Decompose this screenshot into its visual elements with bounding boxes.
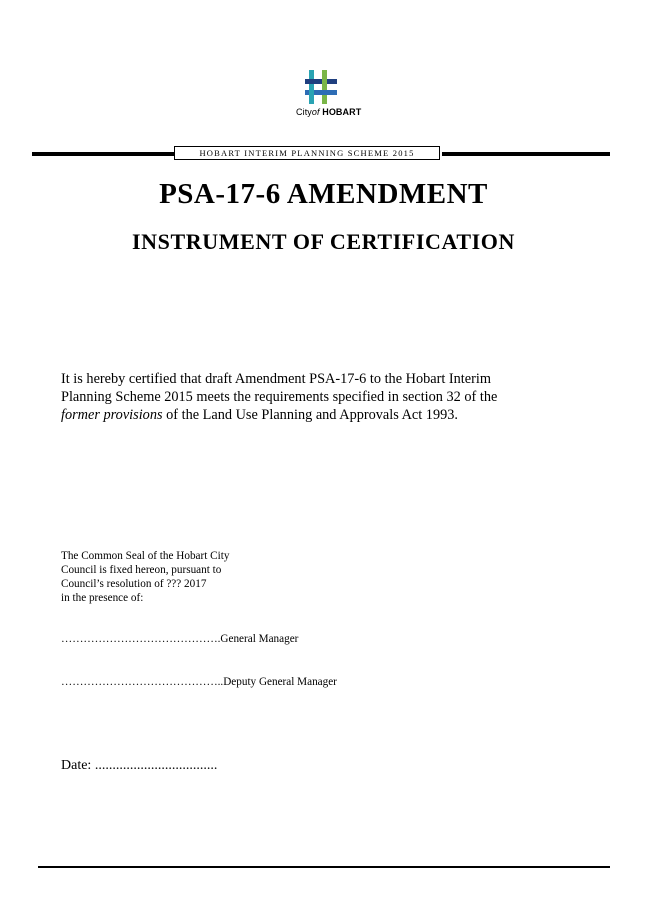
logo-text-city: City [296, 107, 312, 117]
document-title: PSA-17-6 AMENDMENT [159, 178, 488, 210]
date-line: Date: ................................... [61, 758, 218, 773]
header-rule-left [32, 152, 174, 156]
paragraph-line-1: It is hereby certified that draft Amendment PSA-17-6 to the Hobart Interim [61, 371, 491, 387]
city-of-hobart-logo [296, 70, 366, 122]
seal-line-1: The Common Seal of the Hobart City [61, 550, 230, 562]
paragraph-line-2: Planning Scheme 2015 meets the requirements specified in section 32 of the [61, 389, 498, 405]
logo-bar-navy [305, 79, 337, 84]
common-seal-text [61, 549, 321, 605]
logo-text-hobart: HOBART [322, 107, 362, 117]
paragraph-line-3-rest: of the Land Use Planning and Approvals Act 1993. [162, 407, 458, 423]
logo-text [296, 107, 366, 117]
logo-bar-green-top [322, 79, 327, 84]
hobart-logo-mark-icon [305, 70, 337, 104]
footer-rule [38, 866, 610, 868]
paragraph-line-3 [61, 406, 561, 424]
logo-bar-teal [309, 70, 314, 104]
scheme-title-box: HOBART INTERIM PLANNING SCHEME 2015 [174, 146, 440, 160]
logo-bar-teal-top [309, 90, 314, 95]
general-manager-signature-line: …………………………………….General Manager [61, 633, 299, 645]
logo-text-of: of [311, 107, 320, 117]
logo-bar-green [322, 70, 327, 104]
deputy-general-manager-signature-line: ……………………………………..Deputy General Manager [61, 676, 337, 688]
seal-line-3: Council’s resolution of ??? 2017 [61, 578, 207, 590]
certification-paragraph [61, 370, 561, 424]
header-rule-right [442, 152, 610, 156]
seal-line-4: in the presence of: [61, 592, 144, 604]
former-provisions-text: former provisions [61, 407, 163, 423]
document-subtitle: INSTRUMENT OF CERTIFICATION [132, 229, 515, 254]
seal-line-2: Council is fixed hereon, pursuant to [61, 564, 222, 576]
